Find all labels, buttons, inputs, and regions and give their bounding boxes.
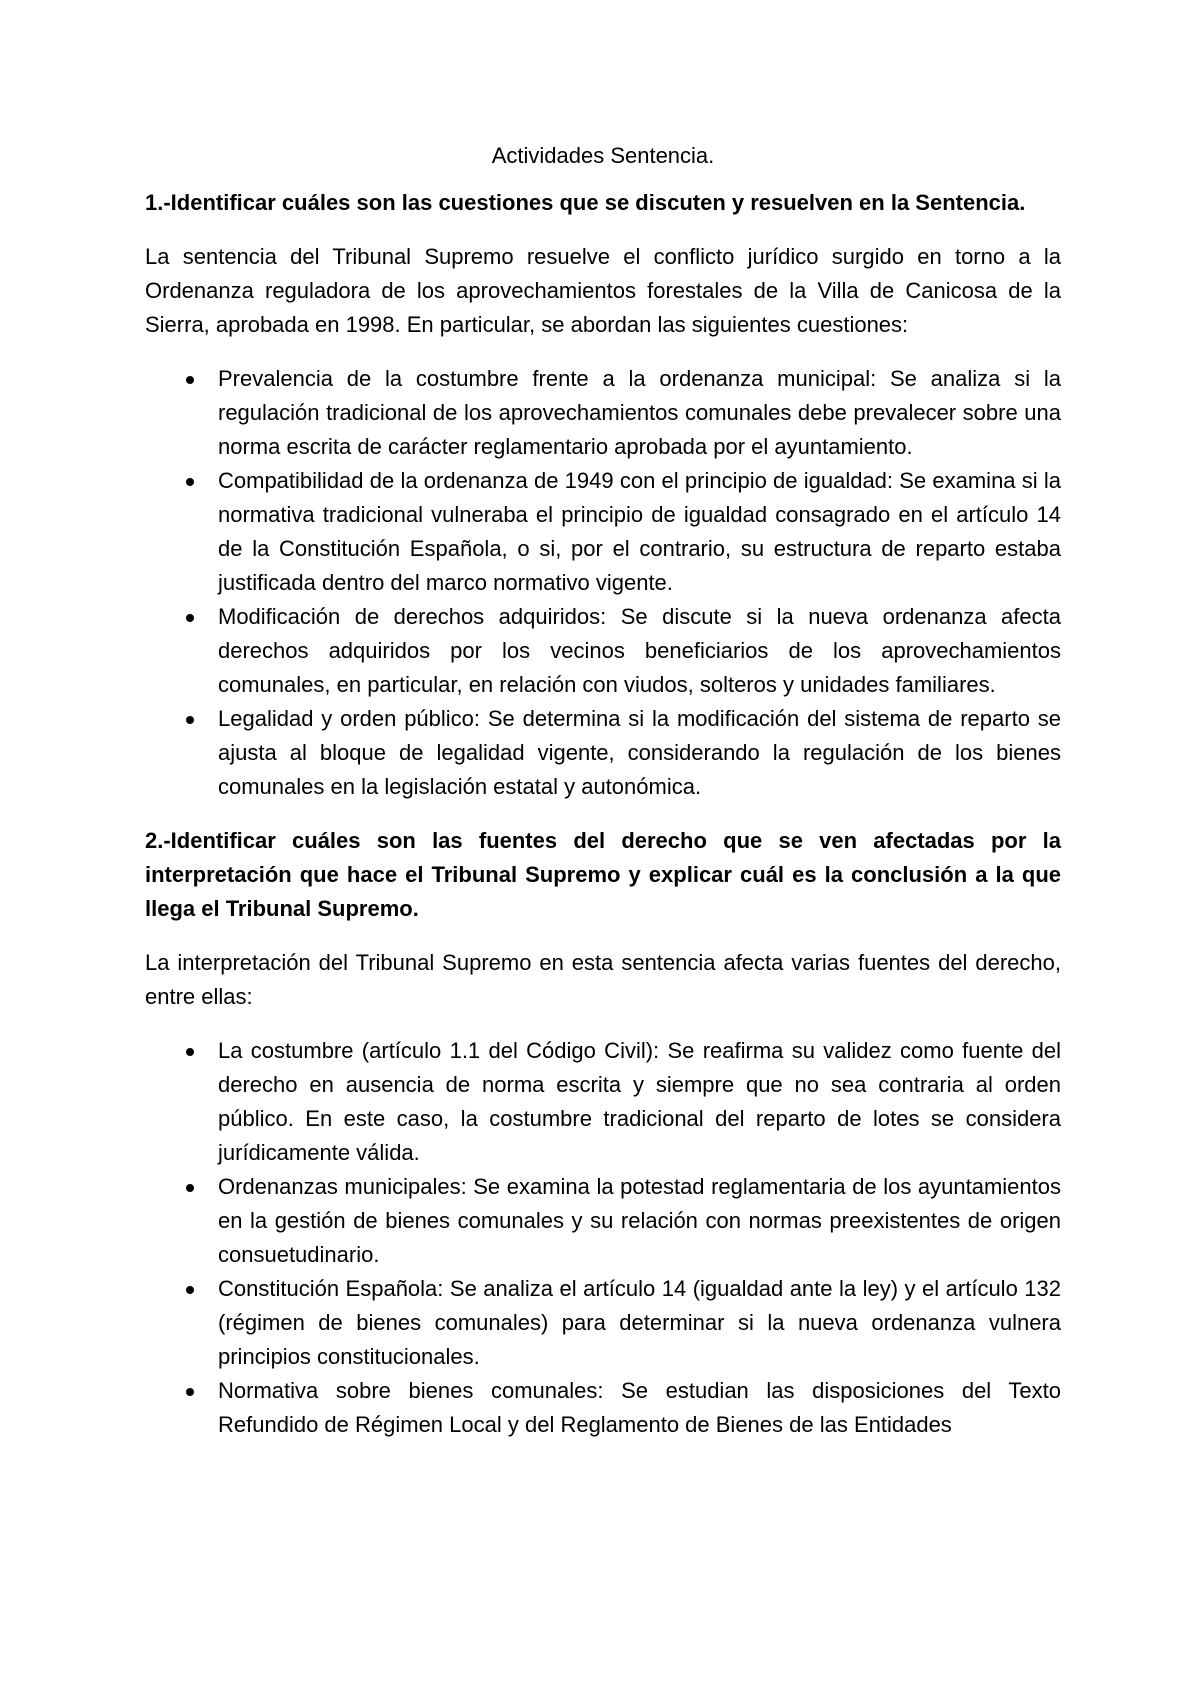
list-item [144, 702, 1061, 804]
list-item-text: Legalidad y orden público: Se determina si la modificación del sistema de reparto se ajusta al bloque de legalidad vigente, considerando la regulación de los bienes comunales en la legislación estatal y autonómica. [218, 706, 1061, 799]
list-item-text: Compatibilidad de la ordenanza de 1949 con el principio de igualdad: Se examina si la normativa tradicional vulneraba el principio de igualdad consagrado en el artículo 14 de la Constitución Española, o si, por el contrario, su estructura de reparto estaba justificada dentro del marco normativo vigente. [218, 468, 1061, 595]
bullet-icon [186, 478, 194, 486]
bullet-icon [186, 1388, 194, 1396]
bullet-icon [186, 1286, 194, 1294]
document-page [145, 140, 1061, 1462]
bullet-icon [186, 376, 194, 384]
list-item [144, 362, 1061, 464]
section-1-intro: La sentencia del Tribunal Supremo resuelve el conflicto jurídico surgido en torno a la Ordenanza reguladora de los aprovechamientos forestales de la Villa de Canicosa de la Sierra, aprobada en 1998. En particular, se abordan las siguientes cuestiones: [145, 244, 1061, 337]
section-2-heading: 2.-Identificar cuáles son las fuentes del derecho que se ven afectadas por la interpretación que hace el Tribunal Supremo y explicar cuál es la conclusión a la que llega el Tribunal Supremo. [145, 828, 1061, 921]
list-item-text: Modificación de derechos adquiridos: Se discute si la nueva ordenanza afecta derechos adquiridos por los vecinos beneficiarios de los aprovechamientos comunales, en particular, en relación con viudos, solteros y unidades familiares. [218, 604, 1061, 697]
list-item [144, 1272, 1061, 1374]
section-1-list [145, 362, 1061, 804]
list-item [144, 1034, 1061, 1170]
document-title: Actividades Sentencia. [491, 143, 715, 168]
list-item [144, 1170, 1061, 1272]
section-2-list [145, 1034, 1061, 1442]
bullet-icon [186, 716, 194, 724]
list-item-text: Prevalencia de la costumbre frente a la ordenanza municipal: Se analiza si la regulación tradicional de los aprovechamientos comunales debe prevalecer sobre una norma escrita de carácter reglamentario aprobada por el ayuntamiento. [218, 366, 1061, 459]
list-item-text: La costumbre (artículo 1.1 del Código Civil): Se reafirma su validez como fuente del derecho en ausencia de norma escrita y siempre que no sea contraria al orden público. En este caso, la costumbre tradicional del reparto de lotes se considera jurídicamente válida. [218, 1038, 1061, 1165]
section-2-intro: La interpretación del Tribunal Supremo en esta sentencia afecta varias fuentes del derecho, entre ellas: [145, 950, 1061, 1009]
list-item [144, 464, 1061, 600]
list-item [144, 1374, 1061, 1442]
list-item-text: Ordenanzas municipales: Se examina la potestad reglamentaria de los ayuntamientos en la gestión de bienes comunales y su relación con normas preexistentes de origen consuetudinario. [218, 1174, 1061, 1267]
section-1-heading: 1.-Identificar cuáles son las cuestiones que se discuten y resuelven en la Sentencia. [145, 190, 1026, 215]
list-item-text: Constitución Española: Se analiza el artículo 14 (igualdad ante la ley) y el artículo 132 (régimen de bienes comunales) para determinar si la nueva ordenanza vulnera principios constitucionales. [218, 1276, 1061, 1369]
list-item-text: Normativa sobre bienes comunales: Se estudian las disposiciones del Texto Refundido de Régimen Local y del Reglamento de Bienes de las Entidades [218, 1378, 1061, 1437]
bullet-icon [186, 614, 194, 622]
bullet-icon [186, 1048, 194, 1056]
list-item [144, 600, 1061, 702]
bullet-icon [186, 1184, 194, 1192]
